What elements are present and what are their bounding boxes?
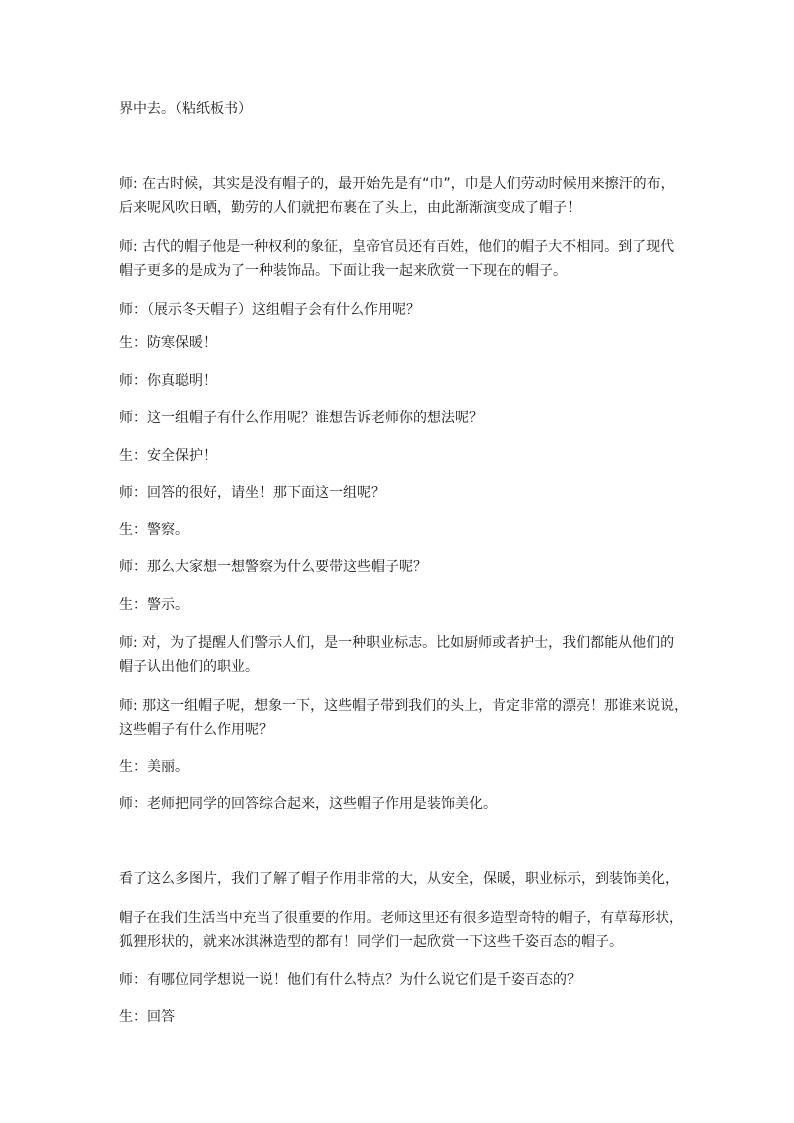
text-line: 帽子在我们生活当中充当了很重要的作用。老师这里还有很多造型奇特的帽子，有草莓形状， bbox=[119, 910, 683, 926]
text-line: 师: 在古时候，其实是没有帽子的，最开始先是有“巾”，巾是人们劳动时候用来擦汗的布， bbox=[119, 176, 675, 192]
text-line: 师：（展示冬天帽子）这组帽子会有什么作用呢？ bbox=[119, 302, 420, 318]
text-line: 生：安全保护！ bbox=[119, 448, 217, 464]
text-line: 师：这一组帽子有什么作用呢？谁想告诉老师你的想法呢？ bbox=[119, 410, 483, 426]
text-line: 师：有哪位同学想说一说！他们有什么特点？为什么说它们是千姿百态的？ bbox=[119, 972, 581, 988]
text-line: 师: 对，为了提醒人们警示人们，是一种职业标志。比如厨师或者护士，我们都能从他们的 bbox=[119, 635, 675, 651]
text-line: 师: 古代的帽子他是一种权利的象征，皇帝官员还有百姓，他们的帽子大不相同。到了现代 bbox=[119, 239, 675, 255]
text-line: 这些帽子有什么作用呢？ bbox=[119, 722, 273, 738]
text-line: 后来呢风吹日晒，勤劳的人们就把布裹在了头上，由此渐渐演变成了帽子！ bbox=[119, 200, 581, 216]
text-line: 帽子更多的是成为了一种装饰品。下面让我一起来欣赏一下现在的帽子。 bbox=[119, 263, 567, 279]
text-line: 生：警示。 bbox=[119, 597, 189, 613]
text-line: 帽子认出他们的职业。 bbox=[119, 659, 259, 675]
text-line: 生：回答 bbox=[119, 1009, 175, 1025]
text-line: 生：美丽。 bbox=[119, 759, 189, 775]
text-line: 生：警察。 bbox=[119, 522, 189, 538]
text-line: 界中去。（粘纸板书） bbox=[119, 101, 252, 117]
text-line: 狐狸形状的，就来冰淇淋造型的都有！同学们一起欣赏一下这些千姿百态的帽子。 bbox=[119, 934, 623, 950]
text-line: 师：回答的很好，请坐！那下面这一组呢？ bbox=[119, 485, 385, 501]
text-line: 师：老师把同学的回答综合起来，这些帽子作用是装饰美化。 bbox=[119, 796, 497, 812]
text-line: 师: 那这一组帽子呢，想象一下，这些帽子带到我们的头上，肯定非常的漂亮！那谁来说说， bbox=[119, 698, 689, 714]
text-line: 看了这么多图片，我们了解了帽子作用非常的大，从安全，保暖，职业标示，到装饰美化， bbox=[119, 871, 679, 887]
text-line: 师：你真聪明！ bbox=[119, 373, 217, 389]
text-line: 生：防寒保暖！ bbox=[119, 335, 217, 351]
text-line: 师：那么大家想一想警察为什么要带这些帽子呢？ bbox=[119, 559, 427, 575]
